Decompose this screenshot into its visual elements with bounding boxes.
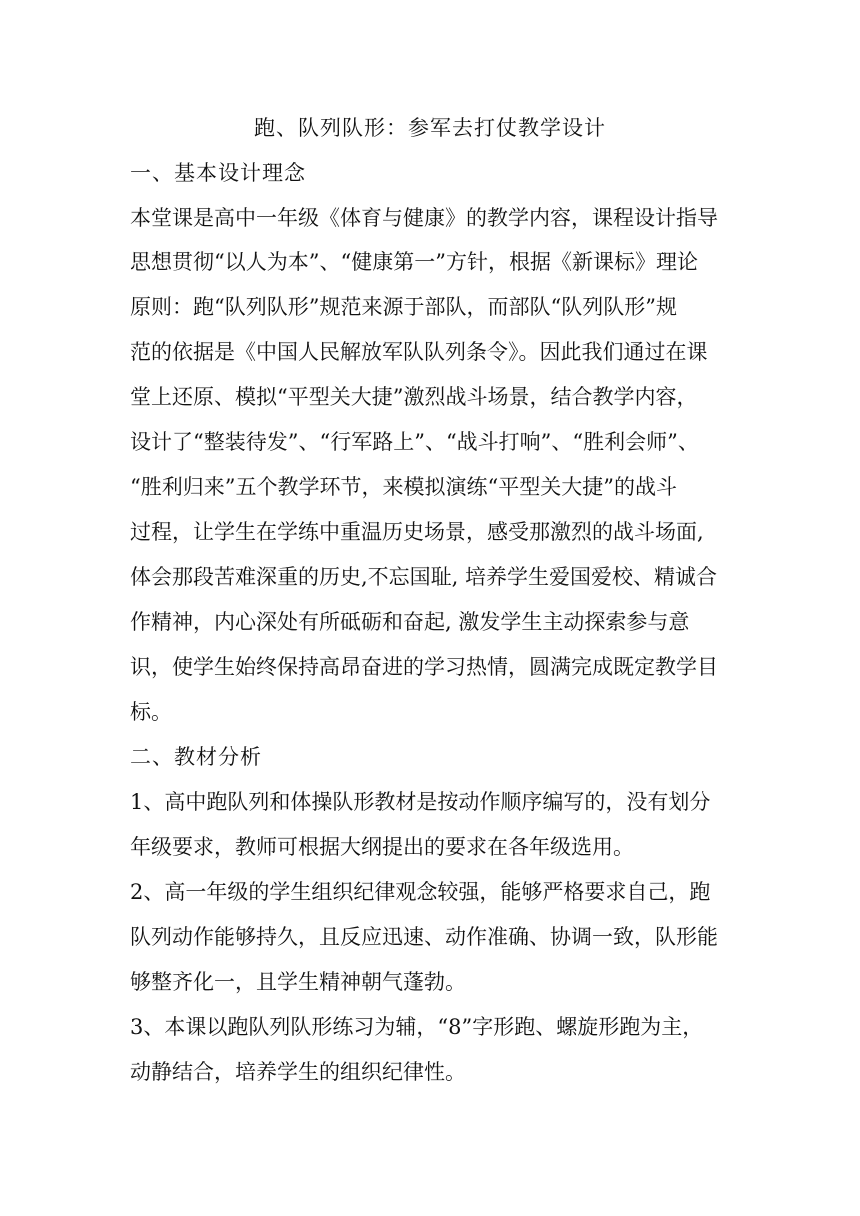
list-item-line: 年级要求，教师可根据大纲提出的要求在各年级选用。 bbox=[130, 835, 634, 859]
paragraph-line: 范的依据是《中国人民解放军队队列条令》。因此我们通过在课 bbox=[130, 340, 708, 364]
paragraph-line: 体会那段苦难深重的历史,不忘国耻, 培养学生爱国爱校、精诚合 bbox=[130, 565, 718, 589]
section-heading-material-analysis: 二、教材分析 bbox=[130, 745, 262, 769]
list-item-line: 够整齐化一，且学生精神朝气蓬勃。 bbox=[130, 970, 466, 994]
paragraph-line: 设计了“整装待发”、“行军路上”、“战斗打响”、“胜利会师”、 bbox=[130, 430, 699, 454]
paragraph-line: 识，使学生始终保持高昂奋进的学习热情，圆满完成既定教学目 bbox=[130, 655, 718, 679]
paragraph-line: “胜利归来”五个教学环节，来模拟演练“平型关大捷”的战斗 bbox=[130, 475, 677, 499]
paragraph-line: 堂上还原、模拟“平型关大捷”激烈战斗场景，结合教学内容， bbox=[130, 385, 698, 409]
list-item-line: 2、高一年级的学生组织纪律观念较强，能够严格要求自己，跑 bbox=[130, 880, 711, 904]
list-item-line: 队列动作能够持久，且反应迅速、动作准确、协调一致，队形能 bbox=[130, 925, 718, 949]
list-item-line: 1、高中跑队列和体操队形教材是按动作顺序编写的，没有划分 bbox=[130, 790, 711, 814]
list-item-line: 动静结合，培养学生的组织纪律性。 bbox=[130, 1060, 466, 1084]
paragraph-line: 标。 bbox=[130, 700, 172, 724]
paragraph-line: 思想贯彻“以人为本”、“健康第一”方针，根据《新课标》理论 bbox=[130, 250, 698, 274]
list-item-line: 3、本课以跑队列队形练习为辅，“8”字形跑、螺旋形跑为主， bbox=[130, 1015, 704, 1039]
paragraph-line: 作精神，内心深处有所砥砺和奋起, 激发学生主动探索参与意 bbox=[130, 610, 690, 634]
paragraph-line: 本堂课是高中一年级《体育与健康》的教学内容，课程设计指导 bbox=[130, 206, 718, 230]
paragraph-line: 过程，让学生在学练中重温历史场景，感受那激烈的战斗场面, bbox=[130, 520, 704, 544]
paragraph-line: 原则：跑“队列队形”规范来源于部队，而部队“队列队形”规 bbox=[130, 295, 677, 319]
document-title: 跑、队列队形：参军去打仗教学设计 bbox=[254, 116, 606, 140]
section-heading-design-concept: 一、基本设计理念 bbox=[130, 161, 306, 185]
